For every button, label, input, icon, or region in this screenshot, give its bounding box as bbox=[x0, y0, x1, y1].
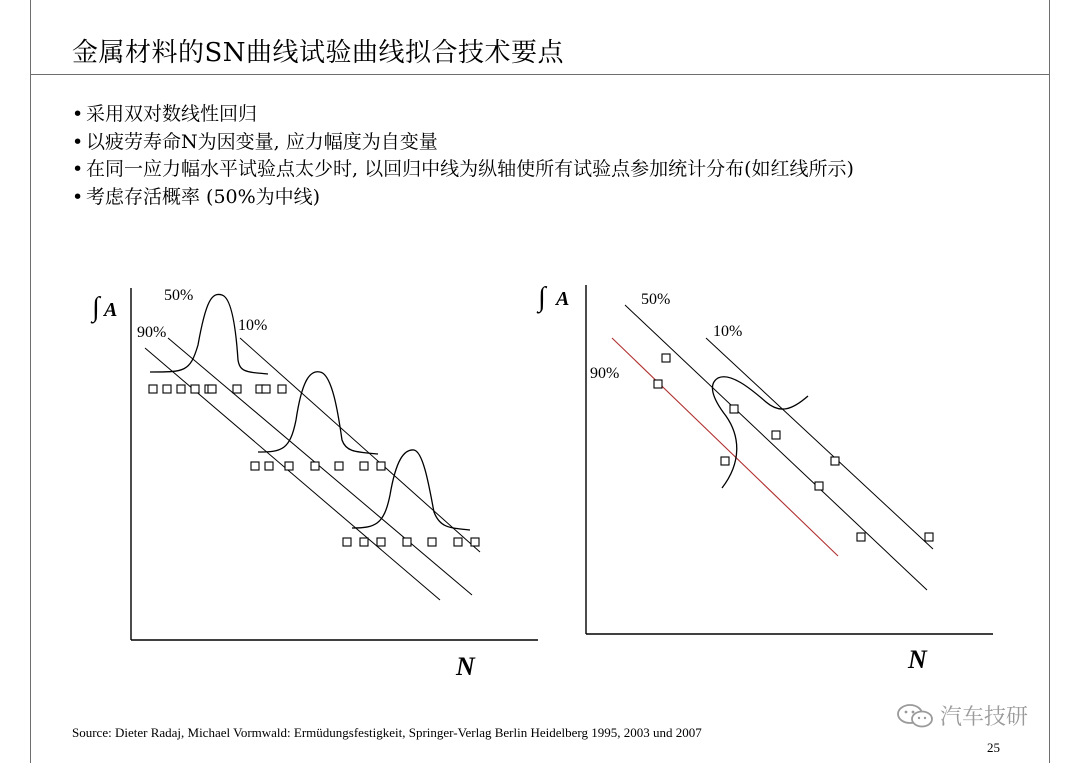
test-point bbox=[654, 380, 662, 388]
watermark-text: 汽车技研 bbox=[940, 705, 1029, 730]
test-point bbox=[925, 533, 933, 541]
bullet-dot: • bbox=[72, 185, 84, 208]
test-point bbox=[377, 538, 385, 546]
test-point bbox=[360, 462, 368, 470]
test-point bbox=[251, 462, 259, 470]
left-points-row-3 bbox=[343, 538, 479, 546]
left-integral-symbol: ∫ bbox=[92, 292, 100, 323]
test-point bbox=[233, 385, 241, 393]
test-point bbox=[208, 385, 216, 393]
left-y-axis-label: A bbox=[104, 299, 118, 321]
right-label-10: 10% bbox=[713, 323, 743, 340]
test-point bbox=[428, 538, 436, 546]
right-y-axis-label: A bbox=[556, 288, 570, 310]
slide-title: 金属材料的SN曲线试验曲线拟合技术要点 bbox=[72, 38, 565, 68]
bullet-text: 在同一应力幅水平试验点太少时, 以回归中线为纵轴使所有试验点参加统计分布(如红线所示) bbox=[86, 158, 854, 180]
bullet-dot: • bbox=[72, 130, 84, 153]
test-point bbox=[662, 354, 670, 362]
right-integral-symbol: ∫ bbox=[538, 282, 546, 313]
test-point bbox=[262, 385, 270, 393]
test-point bbox=[177, 385, 185, 393]
right-sn-diagram bbox=[536, 282, 993, 674]
test-point bbox=[857, 533, 865, 541]
test-point bbox=[815, 482, 823, 490]
left-points-row-1 bbox=[149, 385, 286, 393]
test-point bbox=[772, 431, 780, 439]
right-label-50: 50% bbox=[641, 291, 671, 308]
test-point bbox=[149, 385, 157, 393]
test-point bbox=[278, 385, 286, 393]
bullet-dot: • bbox=[72, 103, 84, 125]
test-point bbox=[360, 538, 368, 546]
left-distribution-curve-2 bbox=[258, 372, 378, 454]
test-point bbox=[831, 457, 839, 465]
test-point bbox=[454, 538, 462, 546]
test-point bbox=[721, 457, 729, 465]
test-point bbox=[265, 462, 273, 470]
wechat-icon bbox=[896, 703, 936, 729]
test-point bbox=[471, 538, 479, 546]
left-label-50: 50% bbox=[164, 287, 194, 304]
right-line-50 bbox=[625, 305, 927, 590]
right-line-90-red bbox=[612, 338, 838, 556]
right-label-90: 90% bbox=[590, 365, 620, 382]
bullet-text: 以疲劳寿命N为因变量, 应力幅度为自变量 bbox=[86, 130, 438, 153]
bullet-text: 采用双对数线性回归 bbox=[86, 103, 258, 125]
left-label-10: 10% bbox=[238, 317, 268, 334]
left-sn-diagram bbox=[90, 287, 538, 681]
test-point bbox=[285, 462, 293, 470]
left-line-50 bbox=[168, 338, 472, 595]
test-point bbox=[403, 538, 411, 546]
test-point bbox=[730, 405, 738, 413]
bullet-dot: • bbox=[72, 158, 84, 180]
left-x-axis-label: N bbox=[456, 652, 475, 681]
watermark bbox=[896, 700, 1028, 731]
left-distribution-curve-1 bbox=[150, 294, 268, 374]
right-x-axis-label: N bbox=[908, 645, 927, 674]
source-citation: Source: Dieter Radaj, Michael Vormwald: Ermüdungsfestigkeit, Springer-Verlag Berlin Heidelberg 1995, 2003 und 2007 bbox=[72, 725, 702, 740]
left-points-row-2 bbox=[251, 462, 385, 470]
left-label-90: 90% bbox=[137, 324, 167, 341]
test-point bbox=[191, 385, 199, 393]
bullet-text: 考虑存活概率 (50%为中线) bbox=[86, 185, 321, 208]
test-point bbox=[335, 462, 343, 470]
page-number: 25 bbox=[987, 740, 1000, 755]
test-point bbox=[311, 462, 319, 470]
test-point bbox=[163, 385, 171, 393]
left-line-10 bbox=[240, 338, 480, 552]
left-line-90 bbox=[145, 348, 440, 600]
test-point bbox=[377, 462, 385, 470]
right-line-10 bbox=[706, 338, 933, 549]
test-point bbox=[343, 538, 351, 546]
